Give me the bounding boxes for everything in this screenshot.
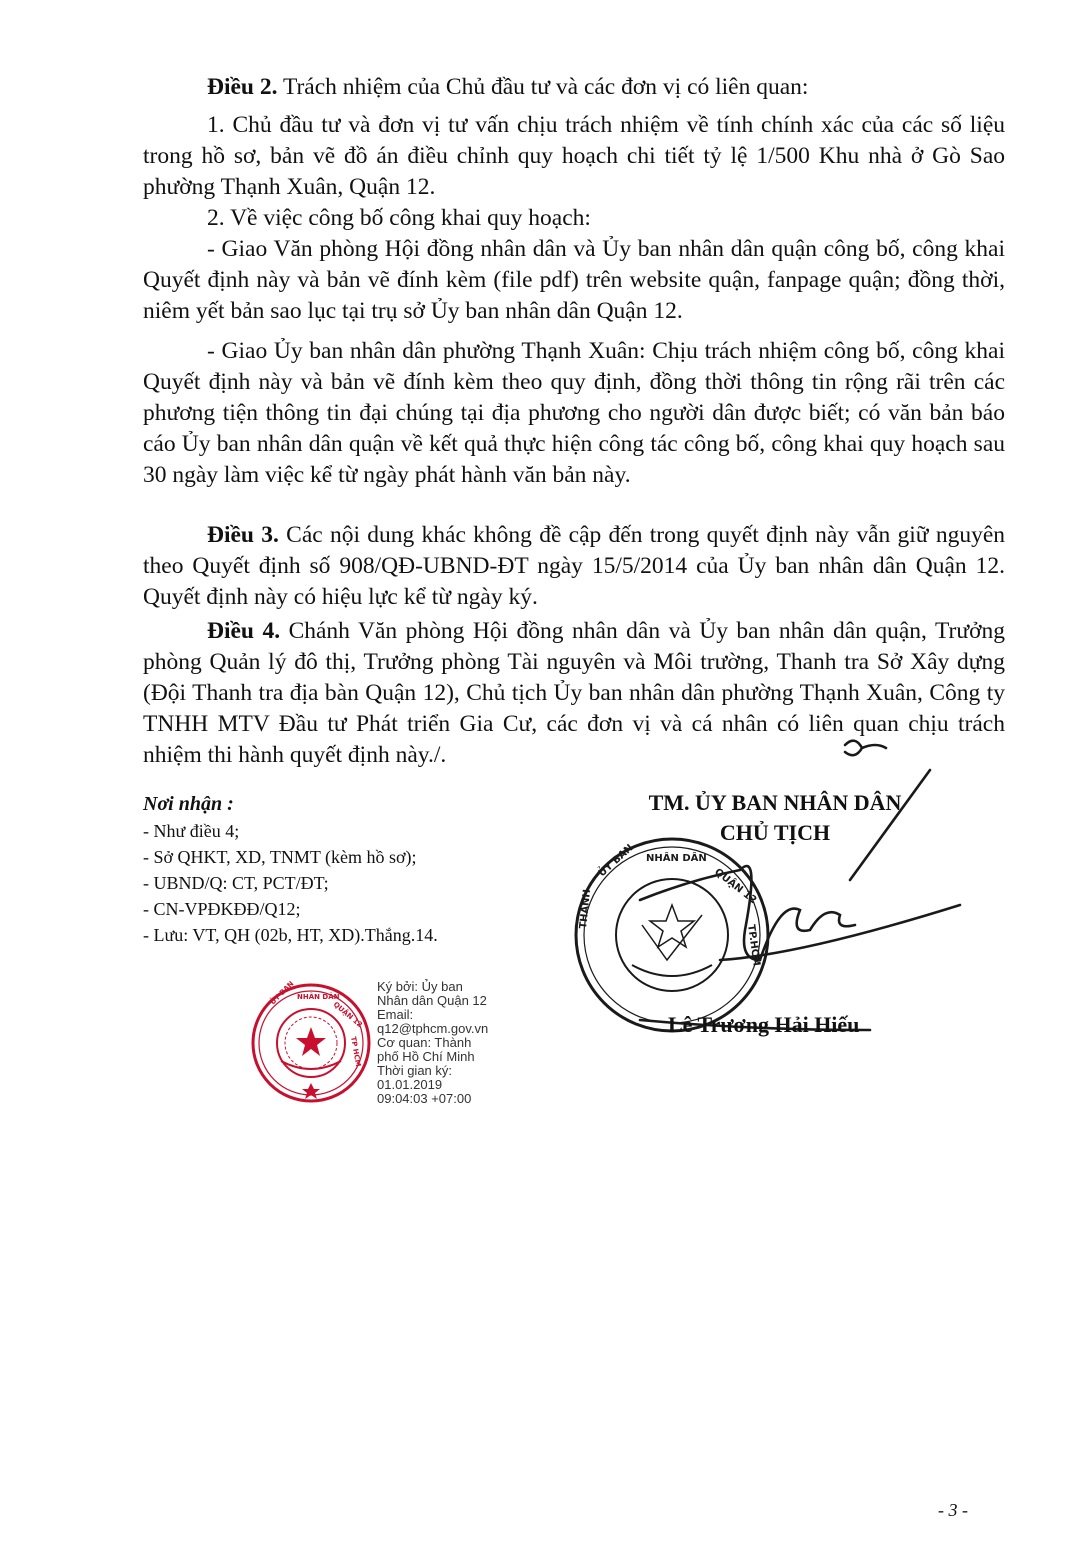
signature-org: TM. ỦY BAN NHÂN DÂN <box>648 790 902 815</box>
article-2-item-1-text: 1. Chủ đầu tư và đơn vị tư vấn chịu trách nhiệm về tính chính xác của các số liệu trong hồ sơ, bản vẽ đồ án điều chỉnh quy hoạch chi tiết tỷ lệ 1/500 Khu nhà ở Gò Sao phường Thạnh Xuân, Quận 12. <box>143 112 1005 200</box>
article-2-heading: Điều 2. <box>207 74 278 100</box>
article-2-item-2b-text: - Giao Ủy ban nhân dân phường Thạnh Xuân: Chịu trách nhiệm công bố, công khai Quyết định này và bản vẽ đính kèm theo quy định, đồng thời thông tin rộng rãi trên các phương tiện thông tin đại chúng tại địa phương cho người dân được biết; có văn bản báo cáo Ủy ban nhân dân quận về kết quả thực hiện công tác công bố, công khai quy hoạch sau 30 ngày làm việc kể từ ngày phát hành văn bản này. <box>143 338 1005 488</box>
svg-text:TP HCM: TP HCM <box>349 1035 363 1068</box>
recipient-item: - CN-VPĐKĐĐ/Q12; <box>143 899 301 919</box>
svg-text:THÀNH: THÀNH <box>578 888 594 930</box>
article-4-text: Chánh Văn phòng Hội đồng nhân dân và Ủy ban nhân dân quận, Trưởng phòng Quản lý đô thị, Trưởng phòng Tài nguyên và Môi trường, Thanh tra Sở Xây dựng (Đội Thanh tra địa bàn Quận 12), Chủ tịch Ủy ban nhân dân phường Thạnh Xuân, Công ty TNHH MTV Đầu tư Phát triển Gia Cư, các đơn vị và cá nhân có liên quan chịu trách nhiệm thi hành quyết định này./. <box>143 618 1005 768</box>
digital-signature-line: phố Hồ Chí Minh <box>377 1049 475 1064</box>
svg-text:NHÂN DÂN: NHÂN DÂN <box>297 993 340 1001</box>
page-number: - 3 - <box>938 1500 968 1520</box>
digital-signature-line: Cơ quan: Thành <box>377 1035 472 1050</box>
article-4-heading: Điều 4. <box>207 618 281 644</box>
digital-signature-line: Email: <box>377 1007 414 1022</box>
recipient-item: - Sở QHKT, XD, TNMT (kèm hồ sơ); <box>143 847 417 867</box>
svg-text:ỦY BAN: ỦY BAN <box>596 842 636 880</box>
digital-signature-line: 09:04:03 +07:00 <box>377 1091 472 1106</box>
signer-name: Lê Trương Hải Hiếu <box>668 1012 860 1037</box>
article-2-item-2a-text: - Giao Văn phòng Hội đồng nhân dân và Ủy ban nhân dân quận công bố, công khai Quyết định này và bản vẽ đính kèm (file pdf) trên website quận, fanpage quận; đồng thời, niêm yết bản sao lục tại trụ sở Ủy ban nhân dân Quận 12. <box>143 236 1005 324</box>
recipient-item: - Lưu: VT, QH (02b, HT, XD).Thắng.14. <box>143 925 438 945</box>
svg-text:TP.HCM: TP.HCM <box>745 923 762 967</box>
signature-title: CHỦ TỊCH <box>719 820 831 845</box>
digital-signature-line: q12@tphcm.gov.vn <box>377 1021 489 1036</box>
svg-text:NHÂN DÂN: NHÂN DÂN <box>646 853 707 864</box>
svg-text:ỦY BAN: ỦY BAN <box>268 979 296 1007</box>
article-3-text: Các nội dung khác không đề cập đến trong quyết định này vẫn giữ nguyên theo Quyết định số 908/QĐ-UBND-ĐT ngày 15/5/2014 của Ủy ban nhân dân Quận 12. Quyết định này có hiệu lực kể từ ngày ký. <box>143 522 1005 610</box>
recipient-item: - Như điều 4; <box>143 821 240 841</box>
recipients-title: Nơi nhận : <box>143 793 234 815</box>
article-3-heading: Điều 3. <box>207 522 279 548</box>
digital-signature-line: Thời gian ký: <box>377 1063 452 1078</box>
svg-text:QUẬN 12: QUẬN 12 <box>712 866 759 907</box>
svg-text:QUẬN 12: QUẬN 12 <box>331 1000 364 1030</box>
recipient-item: - UBND/Q: CT, PCT/ĐT; <box>143 873 329 893</box>
digital-signature-line: Ký bởi: Ủy ban <box>377 979 463 994</box>
article-2-item-2-text: 2. Về việc công bố công khai quy hoạch: <box>207 205 591 231</box>
article-2-heading-text: Trách nhiệm của Chủ đầu tư và các đơn vị có liên quan: <box>277 74 809 100</box>
digital-signature-line: Nhân dân Quận 12 <box>377 993 487 1008</box>
digital-signature-line: 01.01.2019 <box>377 1077 443 1092</box>
